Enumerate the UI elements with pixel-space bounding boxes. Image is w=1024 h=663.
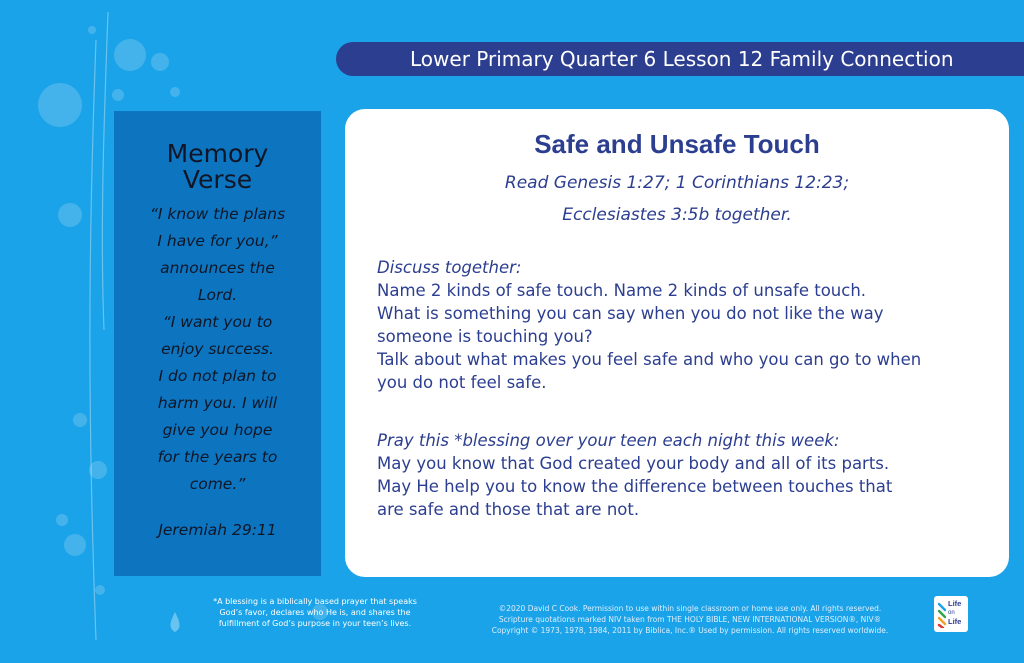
memory-title-line2: Verse [182, 165, 253, 194]
discuss-line: What is something you can say when you do not like the way [377, 304, 884, 323]
reading-line-1: Read Genesis 1:27; 1 Corinthians 12:23; [504, 173, 850, 193]
verse-line: harm you. I will [157, 394, 278, 412]
discuss-line: Name 2 kinds of safe touch. Name 2 kinds of unsafe touch. [377, 281, 867, 300]
footnote-line: God’s favor, declares who He is, and shares the [219, 608, 411, 617]
verse-line: come.” [189, 475, 246, 493]
blessing-footnote [195, 596, 435, 629]
verse-line: for the years to [157, 448, 278, 466]
verse-line: announces the [160, 259, 275, 277]
pray-section [377, 429, 997, 521]
life-on-life-logo [934, 596, 968, 632]
header-title: Lower Primary Quarter 6 Lesson 12 Family Connection [410, 47, 954, 71]
logo-text [948, 599, 968, 627]
pray-line: May He help you to know the difference between touches that [377, 477, 893, 496]
memory-verse-reference: Jeremiah 29:11 [158, 521, 277, 539]
copyright-line: Scripture quotations marked NIV taken from THE HOLY BIBLE, NEW INTERNATIONAL VERSION®, NIV® [498, 615, 882, 624]
discuss-line: you do not feel safe. [377, 373, 547, 392]
discuss-line: Talk about what makes you feel safe and who you can go to when [377, 350, 922, 369]
pray-line: are safe and those that are not. [377, 500, 640, 519]
verse-line: I have for you,” [157, 232, 278, 250]
pray-line: May you know that God created your body and all of its parts. [377, 454, 890, 473]
copyright-notice [455, 603, 925, 636]
copyright-line: Copyright © 1973, 1978, 1984, 2011 by Biblica, Inc.® Used by permission. All rights reserved worldwide. [491, 626, 889, 635]
verse-line: Lord. [197, 286, 238, 304]
memory-verse-text [120, 201, 315, 498]
discuss-line: someone is touching you? [377, 327, 593, 346]
lesson-card [345, 109, 1009, 577]
pray-heading: Pray this *blessing over your teen each night this week: [377, 431, 840, 450]
footnote-line: *A blessing is a biblically based prayer that speaks [213, 597, 417, 606]
verse-line: give you hope [162, 421, 273, 439]
discuss-heading: Discuss together: [377, 258, 522, 277]
logo-mark-icon [937, 602, 947, 628]
verse-line: “I know the plans [149, 205, 286, 223]
memory-verse-panel [114, 111, 321, 576]
copyright-line: ©2020 David C Cook. Permission to use within single classroom or home use only. All rights reserved. [498, 604, 882, 613]
logo-line: on [948, 610, 955, 616]
memory-title-line1: Memory [166, 139, 269, 168]
logo-line: Life [948, 617, 962, 626]
footnote-line: fulfillment of God’s purpose in your teen’s lives. [218, 619, 412, 628]
discuss-section [377, 256, 997, 394]
lesson-title: Safe and Unsafe Touch [534, 129, 820, 159]
reading-line-2: Ecclesiastes 3:5b together. [562, 205, 792, 225]
logo-line: Life [948, 599, 962, 608]
verse-line: enjoy success. [161, 340, 274, 358]
memory-verse-title [114, 141, 321, 193]
verse-line: “I want you to [162, 313, 273, 331]
verse-line: I do not plan to [158, 367, 277, 385]
